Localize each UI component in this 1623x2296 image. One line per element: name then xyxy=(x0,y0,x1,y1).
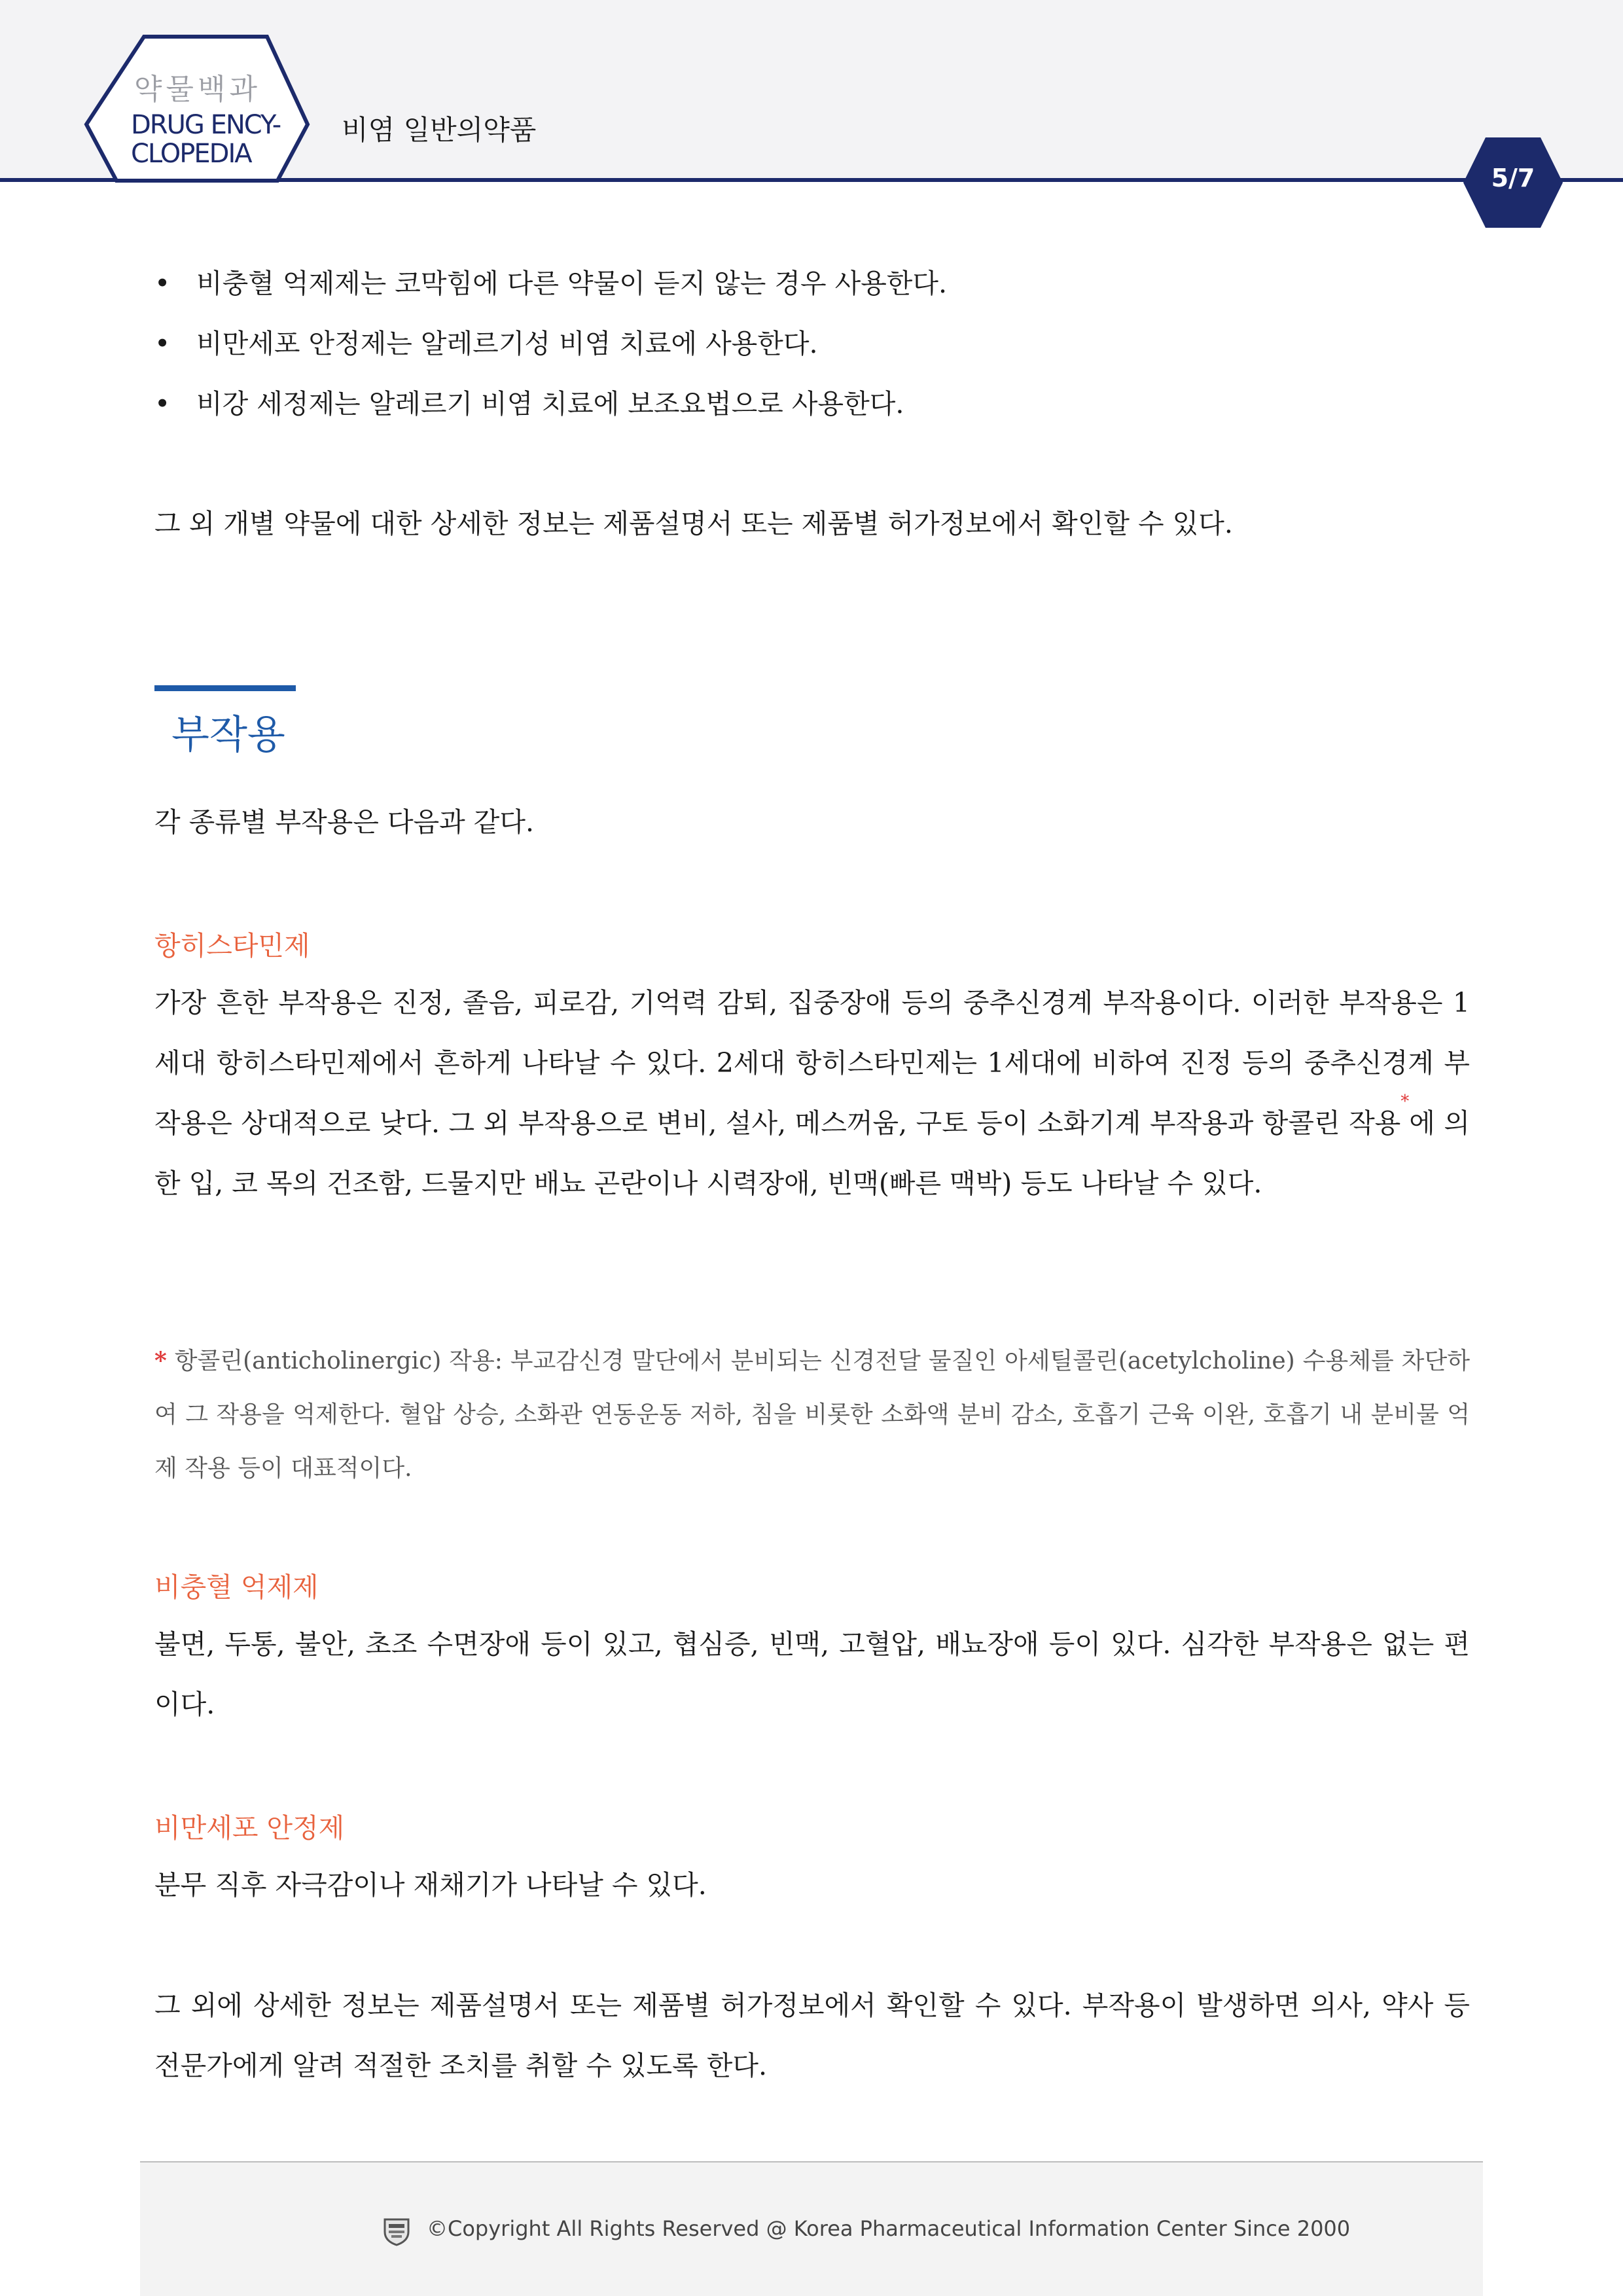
footnote-marker: * xyxy=(1400,1092,1410,1111)
section-accent-bar xyxy=(154,685,296,691)
intro-paragraph: 그 외 개별 약물에 대한 상세한 정보는 제품설명서 또는 제품별 허가정보에서 확인할 수 있다. xyxy=(154,508,1233,539)
closing-paragraph: 그 외에 상세한 정보는 제품설명서 또는 제품별 허가정보에서 확인할 수 있다. 부작용이 발생하면 의사, 약사 등 전문가에게 알려 적절한 조치를 취할 수 있도록 한다. xyxy=(154,1990,1470,2081)
document-title: 비염 일반의약품 xyxy=(342,114,537,146)
section-intro: 각 종류별 부작용은 다음과 같다. xyxy=(154,806,535,838)
subheading-mast-cell: 비만세포 안정제 xyxy=(154,1812,345,1844)
antihistamine-text-cont: 에 의한 입, 코 목의 건조함, 드물지만 배뇨 곤란이나 시력장애, 빈맥(빠른 맥박) 등도 나타날 수 있다. xyxy=(154,1107,1470,1199)
kpic-shield-icon xyxy=(382,2216,412,2246)
subheading-antihistamine: 항히스타민제 xyxy=(154,930,310,961)
bullet-text: 비강 세정제는 알레르기 비염 치료에 보조요법으로 사용한다. xyxy=(196,388,904,420)
list-item xyxy=(154,325,818,363)
bullet-icon: • xyxy=(154,388,171,420)
bullet-text: 비충혈 억제제는 코막힘에 다른 약물이 듣지 않는 경우 사용한다. xyxy=(196,268,948,299)
logo-english-line2: CLOPEDIA xyxy=(131,139,251,169)
bullet-icon: • xyxy=(154,328,171,359)
antihistamine-text: 가장 흔한 부작용은 진정, 졸음, 피로감, 기억력 감퇴, 집중장애 등의 중추신경계 부작용이다. 이러한 부작용은 1세대 항히스타민제에서 흔하게 나타날 수 있다. 2세대 항히스타민제는 1세대에 비하여 진정 등의 중추신경계 부작용은 상대적으로 낮다. 그 외 부작용으로 변비, 설사, 메스꺼움, 구토 등이 소화기계 부작용과 항콜린 작용 xyxy=(154,987,1470,1139)
footnote-text: 항콜린(anticholinergic) 작용: 부교감신경 말단에서 분비되는 신경전달 물질인 아세틸콜린(acetylcholine) 수용체를 차단하여 그 작용을 억제한다. 혈압 상승, 소화관 연동운동 저하, 침을 비롯한 소화액 분비 감소, 호흡기 근육 이완, 호흡기 내 분비물 억제 작용 등이 대표적이다. xyxy=(154,1348,1470,1482)
footnote xyxy=(154,1334,1470,1496)
logo-english-line1: DRUG ENCY- xyxy=(131,110,281,140)
subheading-decongestant: 비충혈 억제제 xyxy=(154,1571,319,1603)
footnote-star: * xyxy=(154,1347,167,1374)
decongestant-body: 불면, 두통, 불안, 초조 수면장애 등이 있고, 협심증, 빈맥, 고혈압, 배뇨장애 등이 있다. 심각한 부작용은 없는 편이다. xyxy=(154,1628,1470,1720)
page-number: 5/7 xyxy=(1491,164,1535,192)
footer-copyright: ©Copyright All Rights Reserved @ Korea Pharmaceutical Information Center Since 2000 xyxy=(427,2216,1351,2241)
list-item xyxy=(154,264,947,302)
bullet-icon: • xyxy=(154,268,171,299)
mast-cell-body: 분무 직후 자극감이나 재채기가 나타날 수 있다. xyxy=(154,1869,707,1901)
list-item xyxy=(154,385,904,423)
antihistamine-body xyxy=(154,973,1470,1213)
section-title: 부작용 xyxy=(171,712,285,758)
logo-korean: 약물백과 xyxy=(134,73,262,106)
bullet-text: 비만세포 안정제는 알레르기성 비염 치료에 사용한다. xyxy=(196,328,818,359)
